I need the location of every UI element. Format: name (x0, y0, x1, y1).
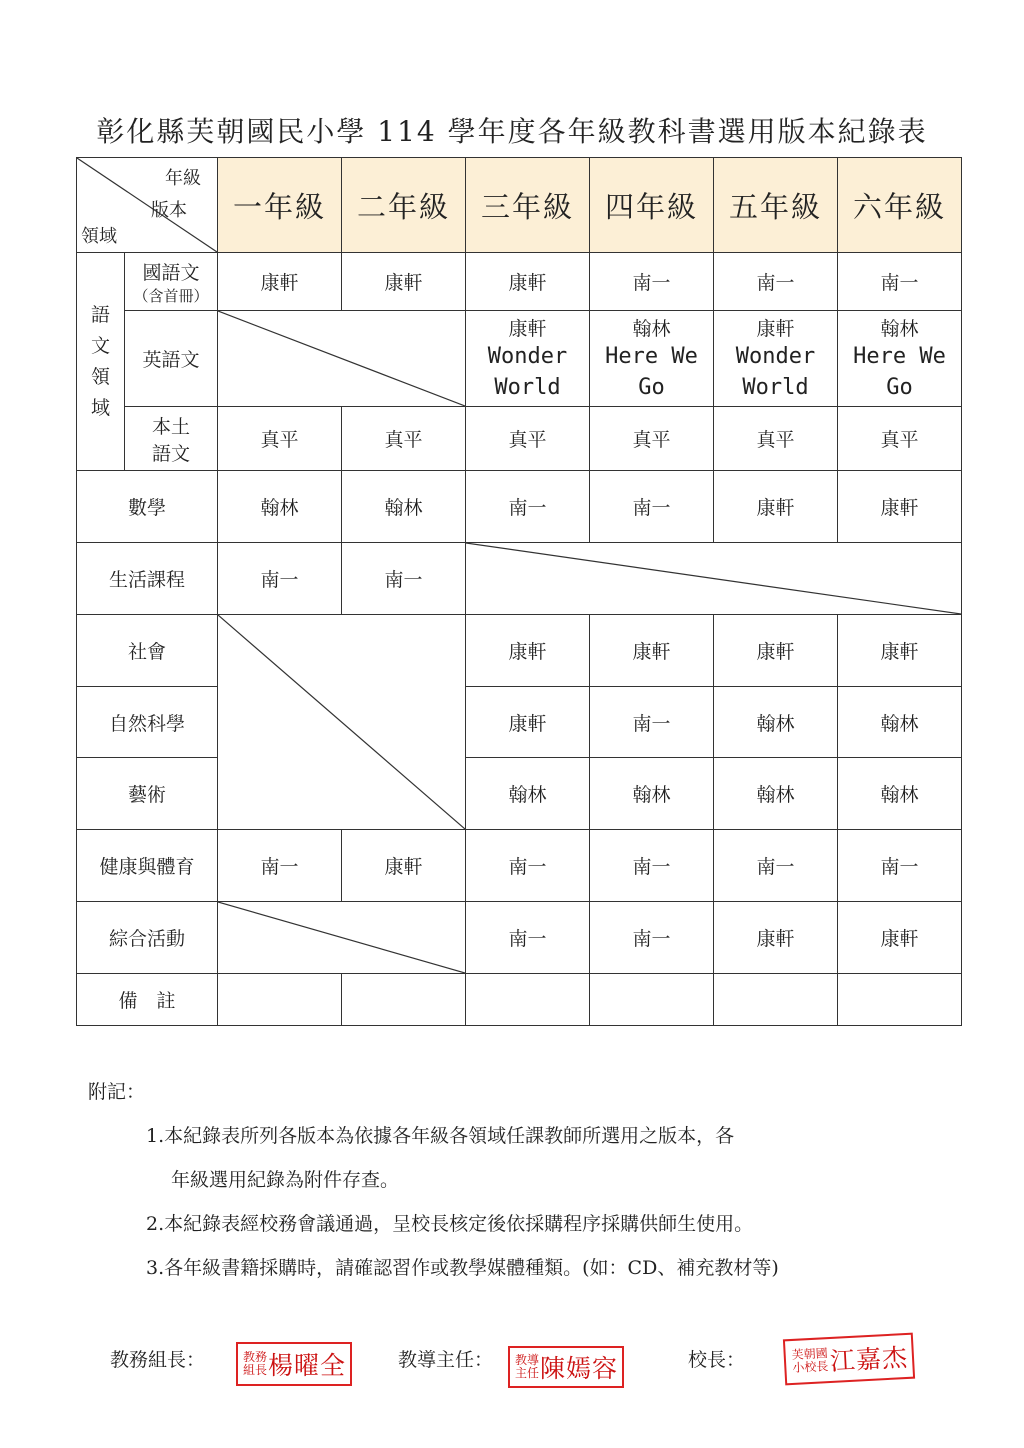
table-cell: 翰林 (342, 471, 466, 543)
table-cell (590, 311, 714, 407)
language-group-label (77, 253, 125, 471)
corner-grade-label: 年級 (165, 168, 201, 189)
textbook-table (76, 157, 962, 1026)
table-cell: 康軒 (466, 253, 590, 311)
notes-heading: 附記： (88, 1081, 146, 1103)
publisher: 康軒 (508, 318, 547, 340)
row-label-life: 生活課程 (77, 543, 218, 615)
table-cell (838, 311, 962, 407)
table-cell (590, 974, 714, 1026)
principal-label: 校長： (688, 1349, 746, 1371)
row-label-science: 自然科學 (77, 687, 218, 758)
table-cell: 康軒 (218, 253, 342, 311)
table-cell: 康軒 (838, 471, 962, 543)
publisher: 康軒 (756, 318, 795, 340)
table-cell (218, 974, 342, 1026)
grade-header: 五年級 (714, 158, 838, 253)
table-cell: 南一 (466, 471, 590, 543)
grade-header: 二年級 (342, 158, 466, 253)
table-cell: 康軒 (714, 615, 838, 687)
empty-diagonal-cell (218, 902, 466, 974)
book-title: Here We Go (605, 344, 698, 400)
table-cell: 翰林 (838, 758, 962, 830)
director-stamp (508, 1346, 624, 1388)
table-cell: 南一 (466, 830, 590, 902)
table-cell: 南一 (218, 543, 342, 615)
stamp-title: 教導主任 (514, 1353, 539, 1380)
table-cell (838, 974, 962, 1026)
grade-header: 四年級 (590, 158, 714, 253)
director-label: 教導主任： (398, 1349, 494, 1371)
table-cell: 南一 (590, 687, 714, 758)
row-label-math: 數學 (77, 471, 218, 543)
note-item: 2.本紀錄表經校務會議通過，呈校長核定後依採購程序採購供師生使用。 (146, 1213, 754, 1235)
stamp-name: 江嘉杰 (829, 1342, 909, 1376)
table-cell: 翰林 (218, 471, 342, 543)
book-title: Wonder World (487, 344, 568, 400)
table-cell: 南一 (838, 830, 962, 902)
row-label-remarks: 備 註 (77, 974, 218, 1026)
grade-header: 六年級 (838, 158, 962, 253)
table-cell: 康軒 (714, 902, 838, 974)
table-cell (714, 311, 838, 407)
note-item: 3.各年級書籍採購時，請確認習作或教學媒體種類。(如：CD、補充教材等) (146, 1257, 779, 1279)
table-cell: 真平 (218, 407, 342, 471)
row-label-native (125, 407, 218, 471)
empty-diagonal-cell (466, 543, 962, 615)
table-cell: 南一 (714, 253, 838, 311)
table-cell: 真平 (714, 407, 838, 471)
table-cell: 康軒 (838, 615, 962, 687)
table-cell (714, 974, 838, 1026)
stamp-title: 教務組長 (242, 1350, 267, 1377)
table-cell: 南一 (342, 543, 466, 615)
table-cell: 康軒 (590, 615, 714, 687)
publisher: 翰林 (880, 318, 919, 340)
table-cell: 翰林 (466, 758, 590, 830)
table-cell: 真平 (342, 407, 466, 471)
table-cell: 翰林 (714, 687, 838, 758)
grade-header: 一年級 (218, 158, 342, 253)
language-group-text: 語文領域 (90, 303, 110, 419)
table-cell: 真平 (838, 407, 962, 471)
corner-version-label: 版本 (151, 200, 187, 221)
table-cell: 真平 (590, 407, 714, 471)
table-cell: 翰林 (590, 758, 714, 830)
chinese-sublabel: （含首冊） (133, 286, 209, 305)
table-cell: 翰林 (838, 687, 962, 758)
row-label-english: 英語文 (125, 311, 218, 407)
note-item: 年級選用紀錄為附件存查。 (171, 1169, 400, 1191)
corner-area-label: 領域 (81, 226, 117, 247)
table-cell: 康軒 (466, 615, 590, 687)
table-cell: 南一 (590, 253, 714, 311)
page-title: 彰化縣芙朝國民小學 114 學年度各年級教科書選用版本紀錄表 (96, 115, 928, 148)
academic-leader-stamp (236, 1342, 352, 1386)
table-cell: 康軒 (714, 471, 838, 543)
table-cell: 翰林 (714, 758, 838, 830)
table-cell: 南一 (218, 830, 342, 902)
table-cell (342, 974, 466, 1026)
native-label: 本土語文 (151, 415, 190, 465)
row-label-arts: 藝術 (77, 758, 218, 830)
publisher: 翰林 (632, 318, 671, 340)
chinese-label: 國語文 (142, 261, 200, 284)
stamp-name: 楊曜全 (268, 1351, 347, 1380)
table-cell: 南一 (590, 902, 714, 974)
principal-stamp (783, 1333, 915, 1386)
corner-cell (77, 158, 218, 253)
row-label-social: 社會 (77, 615, 218, 687)
table-cell: 康軒 (342, 253, 466, 311)
row-label-integrative: 綜合活動 (77, 902, 218, 974)
book-title: Wonder World (735, 344, 816, 400)
stamp-title: 芙朝國小校長 (791, 1346, 829, 1375)
row-label-health: 健康與體育 (77, 830, 218, 902)
academic-leader-label: 教務組長： (110, 1349, 206, 1371)
stamp-name: 陳嫣容 (540, 1354, 619, 1383)
note-item: 1.本紀錄表所列各版本為依據各年級各領域任課教師所選用之版本，各 (146, 1125, 735, 1147)
empty-diagonal-cell (218, 615, 466, 830)
table-cell (466, 311, 590, 407)
table-cell (466, 974, 590, 1026)
table-cell: 康軒 (342, 830, 466, 902)
grade-header: 三年級 (466, 158, 590, 253)
table-cell: 南一 (714, 830, 838, 902)
table-cell: 南一 (590, 471, 714, 543)
table-cell: 真平 (466, 407, 590, 471)
table-cell: 南一 (590, 830, 714, 902)
notes-section (88, 1070, 779, 1290)
row-label-chinese (125, 253, 218, 311)
book-title: Here We Go (853, 344, 946, 400)
table-cell: 南一 (838, 253, 962, 311)
table-cell: 康軒 (838, 902, 962, 974)
table-cell: 南一 (466, 902, 590, 974)
empty-diagonal-cell (218, 311, 466, 407)
table-cell: 康軒 (466, 687, 590, 758)
